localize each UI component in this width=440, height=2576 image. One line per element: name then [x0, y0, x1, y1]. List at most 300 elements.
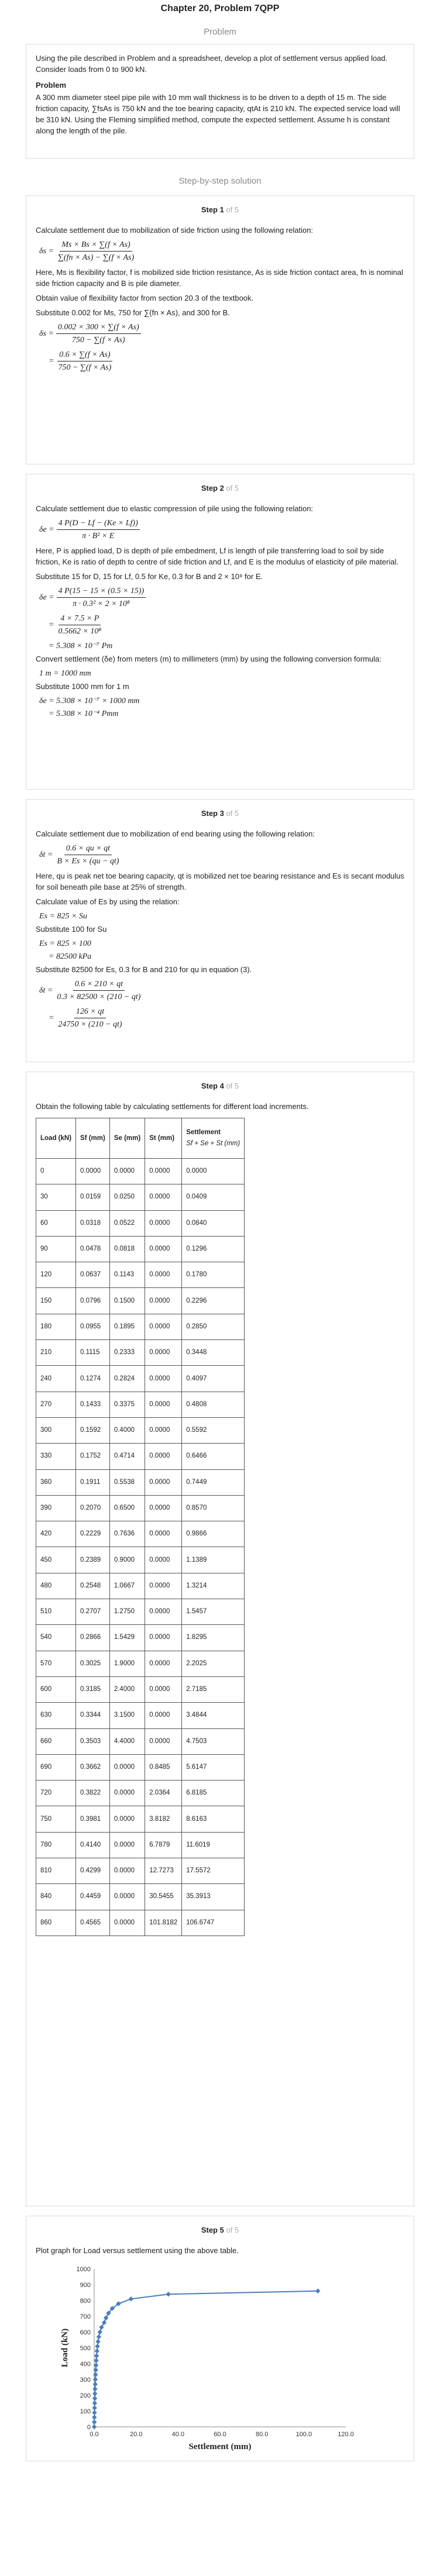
cell-load: 780 — [36, 1832, 76, 1858]
cell-st: 0.0000 — [145, 1366, 182, 1392]
table-row — [36, 1832, 245, 1858]
step-2-conversion: 1 m = 1000 mm — [39, 669, 91, 678]
series-line — [94, 2291, 318, 2427]
table-row — [36, 1547, 245, 1573]
cell-settlement: 8.6163 — [182, 1806, 245, 1832]
x-tick-label: 100.0 — [295, 2431, 312, 2438]
cell-st: 0.0000 — [145, 1210, 182, 1236]
data-point — [92, 2420, 97, 2425]
y-tick-label: 800 — [80, 2298, 91, 2305]
solution-label: Step-by-step solution — [178, 176, 262, 186]
col-settlement-formula: Sf + Se + St (mm) — [186, 1140, 240, 1147]
cell-settlement: 0.1296 — [182, 1236, 245, 1262]
cell-settlement: 0.3448 — [182, 1340, 245, 1366]
cell-sf: 0.3025 — [76, 1651, 110, 1676]
eq-numerator: Ms × Bs × ∑(f × As) — [60, 239, 132, 252]
cell-load: 660 — [36, 1728, 76, 1754]
cell-sf: 0.2229 — [76, 1521, 110, 1547]
step-2-equation-3 — [49, 613, 404, 637]
cell-sf: 0.0159 — [76, 1184, 110, 1210]
cell-load: 0 — [36, 1159, 76, 1184]
table-row — [36, 1625, 245, 1651]
y-axis-label: Load (kN) — [60, 2328, 70, 2368]
x-tick-label: 120.0 — [338, 2431, 354, 2438]
problem-intro: Using the pile described in Problem and a spreadsheet, develop a plot of settlement versus applied load. Consider loads from 0 to 900 kN. — [36, 54, 388, 74]
cell-se: 0.6500 — [109, 1495, 145, 1521]
cell-se: 1.0667 — [109, 1573, 145, 1599]
table-row — [36, 1884, 245, 1910]
x-tick-label: 80.0 — [255, 2431, 269, 2438]
cell-st: 0.0000 — [145, 1314, 182, 1339]
data-point — [95, 2339, 100, 2344]
cell-load: 150 — [36, 1288, 76, 1314]
cell-st: 101.8182 — [145, 1910, 182, 1936]
table-row — [36, 1236, 245, 1262]
step-3-equation-2: Es = 825 × Su — [39, 912, 87, 921]
eq-lhs: = — [49, 357, 54, 366]
cell-settlement: 1.1389 — [182, 1547, 245, 1573]
cell-settlement: 0.5592 — [182, 1417, 245, 1443]
cell-settlement: 0.2296 — [182, 1288, 245, 1314]
step-3-card — [26, 799, 414, 1062]
cell-st: 12.7273 — [145, 1858, 182, 1884]
cell-load: 600 — [36, 1676, 76, 1702]
cell-se: 0.0522 — [109, 1210, 145, 1236]
y-tick-label: 300 — [80, 2377, 91, 2384]
cell-sf: 0.3822 — [76, 1781, 110, 1806]
problem-card — [26, 44, 414, 159]
y-tick-label: 500 — [80, 2345, 91, 2352]
cell-settlement: 0.6466 — [182, 1444, 245, 1469]
cell-st: 0.0000 — [145, 1651, 182, 1676]
step-1-card — [26, 195, 414, 464]
cell-sf: 0.4299 — [76, 1858, 110, 1884]
data-point — [92, 2401, 97, 2405]
cell-load: 690 — [36, 1754, 76, 1780]
cell-load: 300 — [36, 1417, 76, 1443]
cell-load: 360 — [36, 1469, 76, 1495]
eq-denominator: 0.5662 × 10⁸ — [58, 627, 102, 636]
step-1-note: Obtain value of flexibility factor from section 20.3 of the textbook. — [36, 294, 254, 302]
cell-sf: 0.1433 — [76, 1392, 110, 1417]
cell-settlement: 0.9866 — [182, 1521, 245, 1547]
eq-numerator: 4 P(15 − 15 × (0.5 × 15)) — [57, 586, 146, 598]
cell-settlement: 17.5572 — [182, 1858, 245, 1884]
y-tick-label: 900 — [80, 2282, 91, 2289]
table-row — [36, 1703, 245, 1728]
eq-lhs: δe = — [39, 525, 54, 534]
table-row — [36, 1858, 245, 1884]
data-point — [102, 2320, 106, 2325]
step-2-title: Step 2 — [201, 484, 224, 493]
step-3-equation-1 — [39, 843, 404, 867]
cell-st: 0.0000 — [145, 1417, 182, 1443]
cell-settlement: 0.4808 — [182, 1392, 245, 1417]
data-point — [94, 2358, 98, 2363]
y-tick-label: 100 — [80, 2408, 91, 2415]
step-3-substitute-su: Substitute 100 for Su — [36, 925, 107, 934]
step-3-equation-4: = 82500 kPa — [49, 952, 92, 961]
step-5-intro: Plot graph for Load versus settlement using the above table. — [36, 2246, 239, 2255]
cell-load: 270 — [36, 1392, 76, 1417]
table-row — [36, 1910, 245, 1936]
cell-st: 0.0000 — [145, 1444, 182, 1469]
eq-numerator: 4 P(D − Lf − (Ke × Lf)) — [57, 518, 140, 530]
eq-denominator: B × Es × (qu − qt) — [57, 857, 119, 866]
cell-sf: 0.3662 — [76, 1754, 110, 1780]
table-row — [36, 1728, 245, 1754]
step-4-card — [26, 1072, 414, 2206]
eq-lhs: = — [49, 621, 54, 629]
cell-sf: 0.4565 — [76, 1910, 110, 1936]
cell-sf: 0.0637 — [76, 1262, 110, 1288]
cell-se: 3.1500 — [109, 1703, 145, 1728]
data-point — [95, 2344, 99, 2348]
cell-load: 240 — [36, 1366, 76, 1392]
x-tick-label: 40.0 — [171, 2431, 185, 2438]
data-point — [92, 2382, 97, 2386]
table-row — [36, 1184, 245, 1210]
cell-load: 420 — [36, 1521, 76, 1547]
eq-numerator: 0.6 × 210 × qt — [73, 979, 125, 991]
cell-load: 540 — [36, 1625, 76, 1651]
data-point — [99, 2325, 104, 2330]
step-3-equation-6 — [49, 1006, 404, 1030]
data-point — [94, 2353, 99, 2358]
cell-settlement: 0.1780 — [182, 1262, 245, 1288]
cell-sf: 0.3344 — [76, 1703, 110, 1728]
cell-se: 0.0000 — [109, 1884, 145, 1910]
cell-settlement: 11.6019 — [182, 1832, 245, 1858]
settlement-table — [36, 1118, 245, 1936]
cell-sf: 0.2548 — [76, 1573, 110, 1599]
cell-settlement: 0.7449 — [182, 1469, 245, 1495]
cell-sf: 0.2707 — [76, 1599, 110, 1625]
table-row — [36, 1521, 245, 1547]
cell-load: 450 — [36, 1547, 76, 1573]
eq-lhs: = — [49, 1014, 54, 1022]
cell-se: 1.5429 — [109, 1625, 145, 1651]
cell-load: 570 — [36, 1651, 76, 1676]
cell-load: 120 — [36, 1262, 76, 1288]
cell-se: 0.0000 — [109, 1159, 145, 1184]
cell-st: 0.0000 — [145, 1159, 182, 1184]
cell-settlement: 5.6147 — [182, 1754, 245, 1780]
step-2-equation-2 — [39, 586, 404, 609]
cell-sf: 0.0955 — [76, 1314, 110, 1339]
data-point — [93, 2372, 98, 2377]
cell-se: 0.0818 — [109, 1236, 145, 1262]
cell-se: 0.2333 — [109, 1340, 145, 1366]
cell-settlement: 2.7185 — [182, 1676, 245, 1702]
cell-se: 0.0000 — [109, 1781, 145, 1806]
x-tick-label: 60.0 — [214, 2431, 226, 2438]
table-row — [36, 1417, 245, 1443]
cell-st: 0.8485 — [145, 1754, 182, 1780]
cell-sf: 0.0796 — [76, 1288, 110, 1314]
cell-sf: 0.3503 — [76, 1728, 110, 1754]
page-title: Chapter 20, Problem 7QPP — [160, 4, 280, 13]
cell-settlement: 6.8185 — [182, 1781, 245, 1806]
step-3-equation-3: Es = 825 × 100 — [39, 939, 91, 948]
step-1-substitute: Substitute 0.002 for Ms, 750 for ∑(fn × As), and 300 for B. — [36, 308, 230, 317]
y-tick-label: 200 — [80, 2392, 91, 2399]
cell-se: 2.4000 — [109, 1676, 145, 1702]
cell-load: 630 — [36, 1703, 76, 1728]
table-row — [36, 1676, 245, 1702]
col-settlement — [182, 1118, 245, 1159]
cell-sf: 0.1274 — [76, 1366, 110, 1392]
cell-load: 750 — [36, 1806, 76, 1832]
cell-load: 30 — [36, 1184, 76, 1210]
table-row — [36, 1210, 245, 1236]
step-2-equation-1 — [39, 518, 404, 542]
col-st: St (mm) — [145, 1118, 182, 1159]
cell-load: 330 — [36, 1444, 76, 1469]
cell-se: 0.3375 — [109, 1392, 145, 1417]
step-4-of: of 5 — [226, 1082, 239, 1090]
eq-denominator: ∑(fn × As) − ∑(f × As) — [57, 253, 135, 262]
data-point — [92, 2425, 97, 2429]
table-row — [36, 1444, 245, 1469]
cell-se: 0.0000 — [109, 1858, 145, 1884]
cell-sf: 0.0000 — [76, 1159, 110, 1184]
cell-sf: 0.0478 — [76, 1236, 110, 1262]
x-tick-label: 0.0 — [90, 2431, 99, 2438]
load-settlement-chart — [36, 2262, 398, 2461]
eq-numerator: 0.6 × qu × qt — [64, 843, 112, 855]
data-point — [94, 2348, 99, 2353]
col-se: Se (mm) — [109, 1118, 145, 1159]
data-point — [129, 2296, 133, 2301]
table-row — [36, 1262, 245, 1288]
cell-load: 390 — [36, 1495, 76, 1521]
table-row — [36, 1340, 245, 1366]
cell-se: 0.9000 — [109, 1547, 145, 1573]
cell-load: 860 — [36, 1910, 76, 1936]
cell-sf: 0.1115 — [76, 1340, 110, 1366]
table-row — [36, 1806, 245, 1832]
cell-st: 0.0000 — [145, 1573, 182, 1599]
step-2-convert-note: Convert settlement (δe) from meters (m) to millimeters (mm) by using the following conversion formula: — [36, 655, 381, 663]
cell-se: 1.2750 — [109, 1599, 145, 1625]
cell-se: 0.2824 — [109, 1366, 145, 1392]
problem-heading: Problem — [36, 81, 67, 89]
eq-lhs: δe = — [39, 593, 54, 602]
table-row — [36, 1495, 245, 1521]
x-tick-label: 20.0 — [129, 2431, 143, 2438]
cell-st: 0.0000 — [145, 1547, 182, 1573]
data-point — [104, 2315, 108, 2320]
y-tick-label: 400 — [80, 2361, 91, 2368]
cell-st: 0.0000 — [145, 1288, 182, 1314]
step-3-es-note: Calculate value of Es by using the relation: — [36, 897, 180, 906]
table-row — [36, 1288, 245, 1314]
cell-sf: 0.4459 — [76, 1884, 110, 1910]
cell-se: 0.7636 — [109, 1521, 145, 1547]
cell-sf: 0.4140 — [76, 1832, 110, 1858]
cell-st: 3.8182 — [145, 1806, 182, 1832]
data-point — [93, 2377, 98, 2382]
cell-sf: 0.1752 — [76, 1444, 110, 1469]
cell-settlement: 35.3913 — [182, 1884, 245, 1910]
step-3-equation-5 — [39, 979, 404, 1003]
cell-st: 0.0000 — [145, 1728, 182, 1754]
step-1-definitions: Here, Ms is flexibility factor, f is mobilized side friction resistance, As is side friction contact area, fn is nominal side friction capacity and B is pile diameter. — [36, 268, 403, 288]
y-tick-label: 600 — [80, 2329, 91, 2336]
eq-numerator: 126 × qt — [74, 1006, 106, 1018]
data-point — [166, 2292, 171, 2296]
step-2-conversion-3: = 5.308 × 10⁻⁴ Pmm — [49, 710, 119, 718]
cell-load: 510 — [36, 1599, 76, 1625]
cell-settlement: 1.5457 — [182, 1599, 245, 1625]
eq-lhs: δs = — [39, 247, 54, 256]
cell-load: 810 — [36, 1858, 76, 1884]
eq-lhs: δt = — [39, 850, 53, 859]
cell-load: 840 — [36, 1884, 76, 1910]
step-3-substitute-es: Substitute 82500 for Es, 0.3 for B and 210 for qu in equation (3). — [36, 965, 252, 974]
table-row — [36, 1781, 245, 1806]
cell-st: 0.0000 — [145, 1521, 182, 1547]
cell-load: 60 — [36, 1210, 76, 1236]
cell-se: 0.0000 — [109, 1754, 145, 1780]
data-point — [92, 2396, 97, 2401]
table-row — [36, 1754, 245, 1780]
cell-settlement: 0.2850 — [182, 1314, 245, 1339]
cell-se: 0.0250 — [109, 1184, 145, 1210]
data-point — [97, 2334, 101, 2339]
eq-lhs: δt = — [39, 986, 53, 995]
cell-st: 0.0000 — [145, 1625, 182, 1651]
problem-body: A 300 mm diameter steel pipe pile with 10 mm wall thickness is to be driven to a depth of 15 m. The side friction capacity, ∑fsAs is 750 kN and the toe bearing capacity, qtAt is 210 kN. The expected service load will be 310 kN. Using the Fleming simplified method, compute the expected settlement. Assume h is constant along the length of the pile. — [36, 93, 400, 135]
cell-sf: 0.2389 — [76, 1547, 110, 1573]
step-5-of: of 5 — [226, 2226, 239, 2234]
eq-numerator: 0.6 × ∑(f × As) — [57, 349, 112, 361]
cell-st: 0.0000 — [145, 1184, 182, 1210]
cell-settlement: 0.0000 — [182, 1159, 245, 1184]
cell-se: 4.4000 — [109, 1728, 145, 1754]
step-3-of: of 5 — [226, 809, 239, 818]
step-1-title: Step 1 — [201, 205, 224, 214]
eq-numerator: 0.002 × 300 × ∑(f × As) — [56, 322, 141, 334]
data-point — [92, 2405, 97, 2410]
problem-section-label: Problem — [204, 27, 236, 37]
cell-load: 180 — [36, 1314, 76, 1339]
cell-st: 0.0000 — [145, 1469, 182, 1495]
table-row — [36, 1392, 245, 1417]
cell-settlement: 0.0409 — [182, 1184, 245, 1210]
cell-sf: 0.3981 — [76, 1806, 110, 1832]
step-5-title: Step 5 — [201, 2226, 224, 2234]
cell-settlement: 1.3214 — [182, 1573, 245, 1599]
cell-settlement: 0.8570 — [182, 1495, 245, 1521]
step-2-conversion-2: δe = 5.308 × 10⁻⁷ × 1000 mm — [39, 697, 140, 705]
table-row — [36, 1366, 245, 1392]
table-row — [36, 1314, 245, 1339]
cell-st: 0.0000 — [145, 1599, 182, 1625]
y-tick-label: 700 — [80, 2313, 91, 2320]
data-point — [92, 2415, 97, 2420]
cell-se: 0.1895 — [109, 1314, 145, 1339]
step-4-intro: Obtain the following table by calculating settlements for different load increments. — [36, 1102, 309, 1111]
cell-se: 0.5538 — [109, 1469, 145, 1495]
cell-se: 0.4000 — [109, 1417, 145, 1443]
cell-se: 0.0000 — [109, 1806, 145, 1832]
cell-st: 6.7879 — [145, 1832, 182, 1858]
table-header-row — [36, 1118, 245, 1159]
step-1-equation-3 — [49, 349, 404, 373]
cell-se: 0.0000 — [109, 1910, 145, 1936]
cell-st: 0.0000 — [145, 1495, 182, 1521]
eq-denominator: π · 0.3² × 2 × 10⁸ — [72, 600, 130, 608]
x-axis-label: Settlement (mm) — [188, 2442, 252, 2451]
table-row — [36, 1651, 245, 1676]
data-point — [92, 2410, 97, 2415]
step-3-definitions: Here, qu is peak net toe bearing capacity, qt is mobilized net toe bearing resistance and Es is secant modulus for soil beneath pile base at 25% of strength. — [36, 872, 404, 891]
data-point — [92, 2386, 97, 2391]
cell-se: 0.1500 — [109, 1288, 145, 1314]
eq-denominator: 0.3 × 82500 × (210 − qt) — [57, 993, 141, 1001]
step-3-title: Step 3 — [201, 809, 224, 818]
cell-se: 1.9000 — [109, 1651, 145, 1676]
step-2-of: of 5 — [226, 484, 239, 493]
col-settlement-title: Settlement — [186, 1129, 221, 1136]
eq-denominator: π · B² × E — [82, 532, 115, 540]
eq-numerator: 4 × 7.5 × P — [59, 613, 101, 625]
eq-lhs: δs = — [39, 329, 54, 338]
step-4-title: Step 4 — [201, 1082, 224, 1090]
table-row — [36, 1599, 245, 1625]
step-2-substitute-mm: Substitute 1000 mm for 1 m — [36, 682, 129, 691]
step-2-equation-4: = 5.308 × 10⁻⁷ Pm — [49, 642, 113, 650]
step-1-equation-2 — [39, 322, 404, 346]
col-sf: Sf (mm) — [76, 1118, 110, 1159]
cell-load: 210 — [36, 1340, 76, 1366]
cell-settlement: 0.0840 — [182, 1210, 245, 1236]
step-1-of: of 5 — [226, 205, 239, 214]
cell-load: 720 — [36, 1781, 76, 1806]
step-2-substitute: Substitute 15 for D, 15 for Lf, 0.5 for Ke, 0.3 for B and 2 × 10⁸ for E. — [36, 572, 263, 581]
cell-settlement: 4.7503 — [182, 1728, 245, 1754]
cell-settlement: 106.6747 — [182, 1910, 245, 1936]
table-row — [36, 1573, 245, 1599]
cell-se: 0.4714 — [109, 1444, 145, 1469]
cell-sf: 0.1592 — [76, 1417, 110, 1443]
cell-st: 0.0000 — [145, 1236, 182, 1262]
step-3-intro: Calculate settlement due to mobilization of end bearing using the following relation: — [36, 829, 315, 838]
cell-st: 30.5455 — [145, 1884, 182, 1910]
cell-sf: 0.0318 — [76, 1210, 110, 1236]
step-1-equation-1 — [39, 239, 404, 263]
cell-load: 90 — [36, 1236, 76, 1262]
y-tick-label: 1000 — [76, 2266, 91, 2273]
step-2-definitions: Here, P is applied load, D is depth of pile embedment, Lf is length of pile transferring load to soil by side friction, Ke is ratio of depth to centre of side friction and Lf, and E is the modulus of elasticity of pile material. — [36, 546, 398, 566]
cell-sf: 0.1911 — [76, 1469, 110, 1495]
y-tick-label: 0 — [87, 2424, 91, 2431]
cell-st: 0.0000 — [145, 1676, 182, 1702]
cell-settlement: 1.8295 — [182, 1625, 245, 1651]
cell-se: 0.1143 — [109, 1262, 145, 1288]
step-2-intro: Calculate settlement due to elastic compression of pile using the following relation: — [36, 504, 314, 513]
data-point — [315, 2289, 320, 2293]
cell-st: 0.0000 — [145, 1340, 182, 1366]
cell-load: 480 — [36, 1573, 76, 1599]
data-point — [97, 2330, 102, 2334]
step-5-card — [26, 2216, 414, 2461]
cell-st: 0.0000 — [145, 1392, 182, 1417]
cell-sf: 0.2866 — [76, 1625, 110, 1651]
col-load: Load (kN) — [36, 1118, 76, 1159]
